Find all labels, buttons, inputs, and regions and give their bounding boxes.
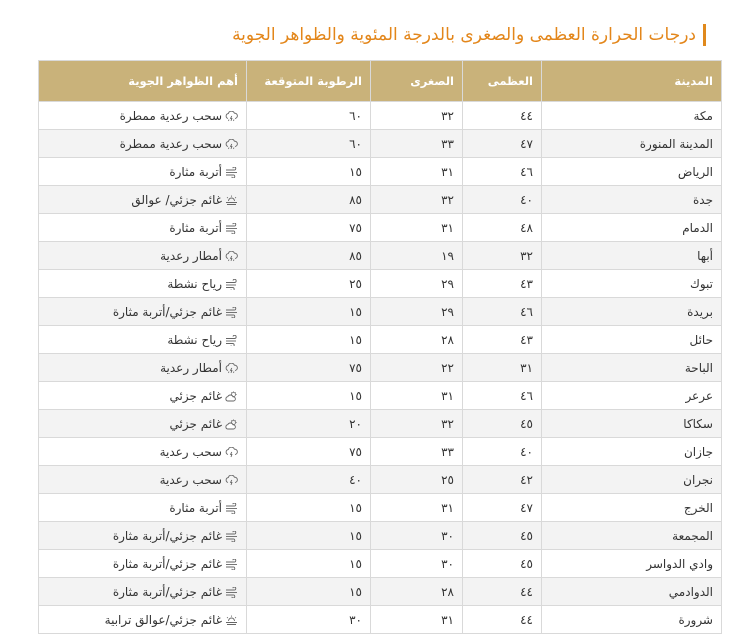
table-row xyxy=(39,606,722,634)
cell-humidity: ١٥ xyxy=(247,550,371,578)
cell-phenomena xyxy=(39,438,247,466)
cell-phenomena xyxy=(39,270,247,298)
cell-city: المجمعة xyxy=(542,522,722,550)
header-phenomena: أهم الظواهر الجوية xyxy=(39,61,247,102)
cell-humidity: ٣٠ xyxy=(247,606,371,634)
cell-phenomena xyxy=(39,522,247,550)
cell-max: ٣١ xyxy=(463,354,542,382)
cell-city: الدمام xyxy=(542,214,722,242)
cell-city: جازان xyxy=(542,438,722,466)
cell-max: ٤٧ xyxy=(463,494,542,522)
dust-icon xyxy=(225,503,238,514)
table-row xyxy=(39,242,722,270)
cell-phenomena xyxy=(39,550,247,578)
thunder-rain-icon xyxy=(225,363,238,374)
cell-max: ٤٥ xyxy=(463,550,542,578)
cell-humidity: ٢٥ xyxy=(247,270,371,298)
cell-phenomena xyxy=(39,578,247,606)
dust-icon xyxy=(225,307,238,318)
cell-humidity: ١٥ xyxy=(247,494,371,522)
page-title: درجات الحرارة العظمى والصغرى بالدرجة المئوية والظواهر الجوية xyxy=(232,25,696,45)
cell-city: تبوك xyxy=(542,270,722,298)
table-row xyxy=(39,382,722,410)
cell-humidity: ١٥ xyxy=(247,382,371,410)
cell-phenomena xyxy=(39,298,247,326)
cell-max: ٤٢ xyxy=(463,466,542,494)
weather-table xyxy=(38,60,722,634)
cell-min: ٢٨ xyxy=(371,326,463,354)
cell-min: ٣١ xyxy=(371,494,463,522)
page-header xyxy=(20,20,706,50)
cell-min: ٣٢ xyxy=(371,410,463,438)
phenomena-label: غائم جزئي/أتربة مثارة xyxy=(112,528,222,543)
phenomena-label: سحب رعدية ممطرة xyxy=(119,136,222,151)
table-row xyxy=(39,466,722,494)
cell-city: الباحة xyxy=(542,354,722,382)
phenomena-label: رياح نشطة xyxy=(167,332,222,347)
phenomena-label: أتربة مثارة xyxy=(169,164,222,179)
dust-icon xyxy=(225,167,238,178)
cell-humidity: ٧٥ xyxy=(247,214,371,242)
phenomena-label: غائم جزئي/أتربة مثارة xyxy=(112,584,222,599)
cell-max: ٤٦ xyxy=(463,382,542,410)
partly-cloudy-icon xyxy=(225,391,238,402)
cell-phenomena xyxy=(39,214,247,242)
cell-humidity: ١٥ xyxy=(247,158,371,186)
cell-phenomena xyxy=(39,466,247,494)
dust-icon xyxy=(225,223,238,234)
thunder-rain-icon xyxy=(225,251,238,262)
cell-min: ٣٠ xyxy=(371,550,463,578)
cell-min: ٣١ xyxy=(371,214,463,242)
phenomena-label: سحب رعدية xyxy=(159,444,222,459)
haze-icon xyxy=(225,195,238,206)
cell-phenomena xyxy=(39,130,247,158)
phenomena-label: أمطار رعدية xyxy=(160,248,222,263)
cell-humidity: ٤٠ xyxy=(247,466,371,494)
cell-humidity: ٧٥ xyxy=(247,354,371,382)
cell-humidity: ١٥ xyxy=(247,522,371,550)
table-row xyxy=(39,158,722,186)
table-row xyxy=(39,270,722,298)
title-accent-bar xyxy=(703,24,706,46)
cell-min: ٢٢ xyxy=(371,354,463,382)
thunder-cloud-icon xyxy=(225,475,238,486)
cell-max: ٤٥ xyxy=(463,522,542,550)
thunder-rain-icon xyxy=(225,111,238,122)
cell-phenomena xyxy=(39,102,247,130)
cell-city: سكاكا xyxy=(542,410,722,438)
cell-min: ١٩ xyxy=(371,242,463,270)
cell-min: ٣٣ xyxy=(371,130,463,158)
phenomena-label: غائم جزئي/أتربة مثارة xyxy=(112,304,222,319)
cell-city: حائل xyxy=(542,326,722,354)
cell-max: ٤٣ xyxy=(463,326,542,354)
cell-phenomena xyxy=(39,186,247,214)
header-min: الصغرى xyxy=(371,61,463,102)
cell-city: الرياض xyxy=(542,158,722,186)
cell-min: ٣١ xyxy=(371,382,463,410)
phenomena-label: أمطار رعدية xyxy=(160,360,222,375)
cell-max: ٤٣ xyxy=(463,270,542,298)
cell-min: ٣٢ xyxy=(371,102,463,130)
phenomena-label: أتربة مثارة xyxy=(169,500,222,515)
table-row xyxy=(39,522,722,550)
cell-max: ٣٢ xyxy=(463,242,542,270)
cell-min: ٣٠ xyxy=(371,522,463,550)
cell-min: ٣١ xyxy=(371,606,463,634)
partly-cloudy-icon xyxy=(225,419,238,430)
phenomena-label: أتربة مثارة xyxy=(169,220,222,235)
cell-max: ٤٦ xyxy=(463,158,542,186)
thunder-rain-icon xyxy=(225,139,238,150)
cell-city: مكة xyxy=(542,102,722,130)
wind-icon xyxy=(225,335,238,346)
table-row xyxy=(39,578,722,606)
table-row xyxy=(39,186,722,214)
cell-min: ٣٢ xyxy=(371,186,463,214)
table-row xyxy=(39,214,722,242)
cell-city: شرورة xyxy=(542,606,722,634)
cell-min: ٣١ xyxy=(371,158,463,186)
cell-max: ٤٤ xyxy=(463,606,542,634)
cell-min: ٢٩ xyxy=(371,270,463,298)
cell-phenomena xyxy=(39,494,247,522)
cell-max: ٤٨ xyxy=(463,214,542,242)
table-row xyxy=(39,326,722,354)
cell-max: ٤٤ xyxy=(463,578,542,606)
cell-humidity: ٦٠ xyxy=(247,102,371,130)
cell-humidity: ٧٥ xyxy=(247,438,371,466)
cell-humidity: ٢٠ xyxy=(247,410,371,438)
cell-humidity: ١٥ xyxy=(247,298,371,326)
table-row xyxy=(39,298,722,326)
wind-icon xyxy=(225,279,238,290)
table-row xyxy=(39,410,722,438)
cell-city: أبها xyxy=(542,242,722,270)
cell-phenomena xyxy=(39,158,247,186)
cell-humidity: ١٥ xyxy=(247,578,371,606)
cell-city: وادي الدواسر xyxy=(542,550,722,578)
dust-icon xyxy=(225,587,238,598)
cell-min: ٣٣ xyxy=(371,438,463,466)
phenomena-label: غائم جزئي/عوالق ترابية xyxy=(104,612,222,627)
phenomena-label: غائم جزئي xyxy=(169,388,222,403)
table-row xyxy=(39,102,722,130)
table-row xyxy=(39,354,722,382)
table-row xyxy=(39,130,722,158)
phenomena-label: سحب رعدية xyxy=(159,472,222,487)
cell-phenomena xyxy=(39,354,247,382)
table-row xyxy=(39,438,722,466)
cell-max: ٤٤ xyxy=(463,102,542,130)
thunder-cloud-icon xyxy=(225,447,238,458)
header-humidity: الرطوبة المتوقعة xyxy=(247,61,371,102)
cell-min: ٢٩ xyxy=(371,298,463,326)
table-row xyxy=(39,494,722,522)
cell-city: الخرج xyxy=(542,494,722,522)
cell-phenomena xyxy=(39,410,247,438)
cell-humidity: ١٥ xyxy=(247,326,371,354)
cell-max: ٤٥ xyxy=(463,410,542,438)
cell-humidity: ٦٠ xyxy=(247,130,371,158)
phenomena-label: غائم جزئي/ عوالق xyxy=(131,192,222,207)
table-header-row xyxy=(39,61,722,102)
dust-icon xyxy=(225,559,238,570)
haze-icon xyxy=(225,615,238,626)
table-body xyxy=(39,102,722,634)
phenomena-label: غائم جزئي/أتربة مثارة xyxy=(112,556,222,571)
cell-city: جدة xyxy=(542,186,722,214)
cell-max: ٤٠ xyxy=(463,186,542,214)
table-row xyxy=(39,550,722,578)
cell-max: ٤٦ xyxy=(463,298,542,326)
phenomena-label: رياح نشطة xyxy=(167,276,222,291)
cell-city: المدينة المنورة xyxy=(542,130,722,158)
cell-max: ٤٠ xyxy=(463,438,542,466)
cell-phenomena xyxy=(39,242,247,270)
cell-humidity: ٨٥ xyxy=(247,242,371,270)
cell-humidity: ٨٥ xyxy=(247,186,371,214)
dust-icon xyxy=(225,531,238,542)
cell-city: عرعر xyxy=(542,382,722,410)
phenomena-label: غائم جزئي xyxy=(169,416,222,431)
cell-city: نجران xyxy=(542,466,722,494)
header-city: المدينة xyxy=(542,61,722,102)
cell-phenomena xyxy=(39,326,247,354)
cell-city: بريدة xyxy=(542,298,722,326)
cell-city: الدوادمي xyxy=(542,578,722,606)
phenomena-label: سحب رعدية ممطرة xyxy=(119,108,222,123)
cell-phenomena xyxy=(39,382,247,410)
cell-phenomena xyxy=(39,606,247,634)
cell-min: ٢٥ xyxy=(371,466,463,494)
cell-max: ٤٧ xyxy=(463,130,542,158)
cell-min: ٢٨ xyxy=(371,578,463,606)
header-max: العظمى xyxy=(463,61,542,102)
